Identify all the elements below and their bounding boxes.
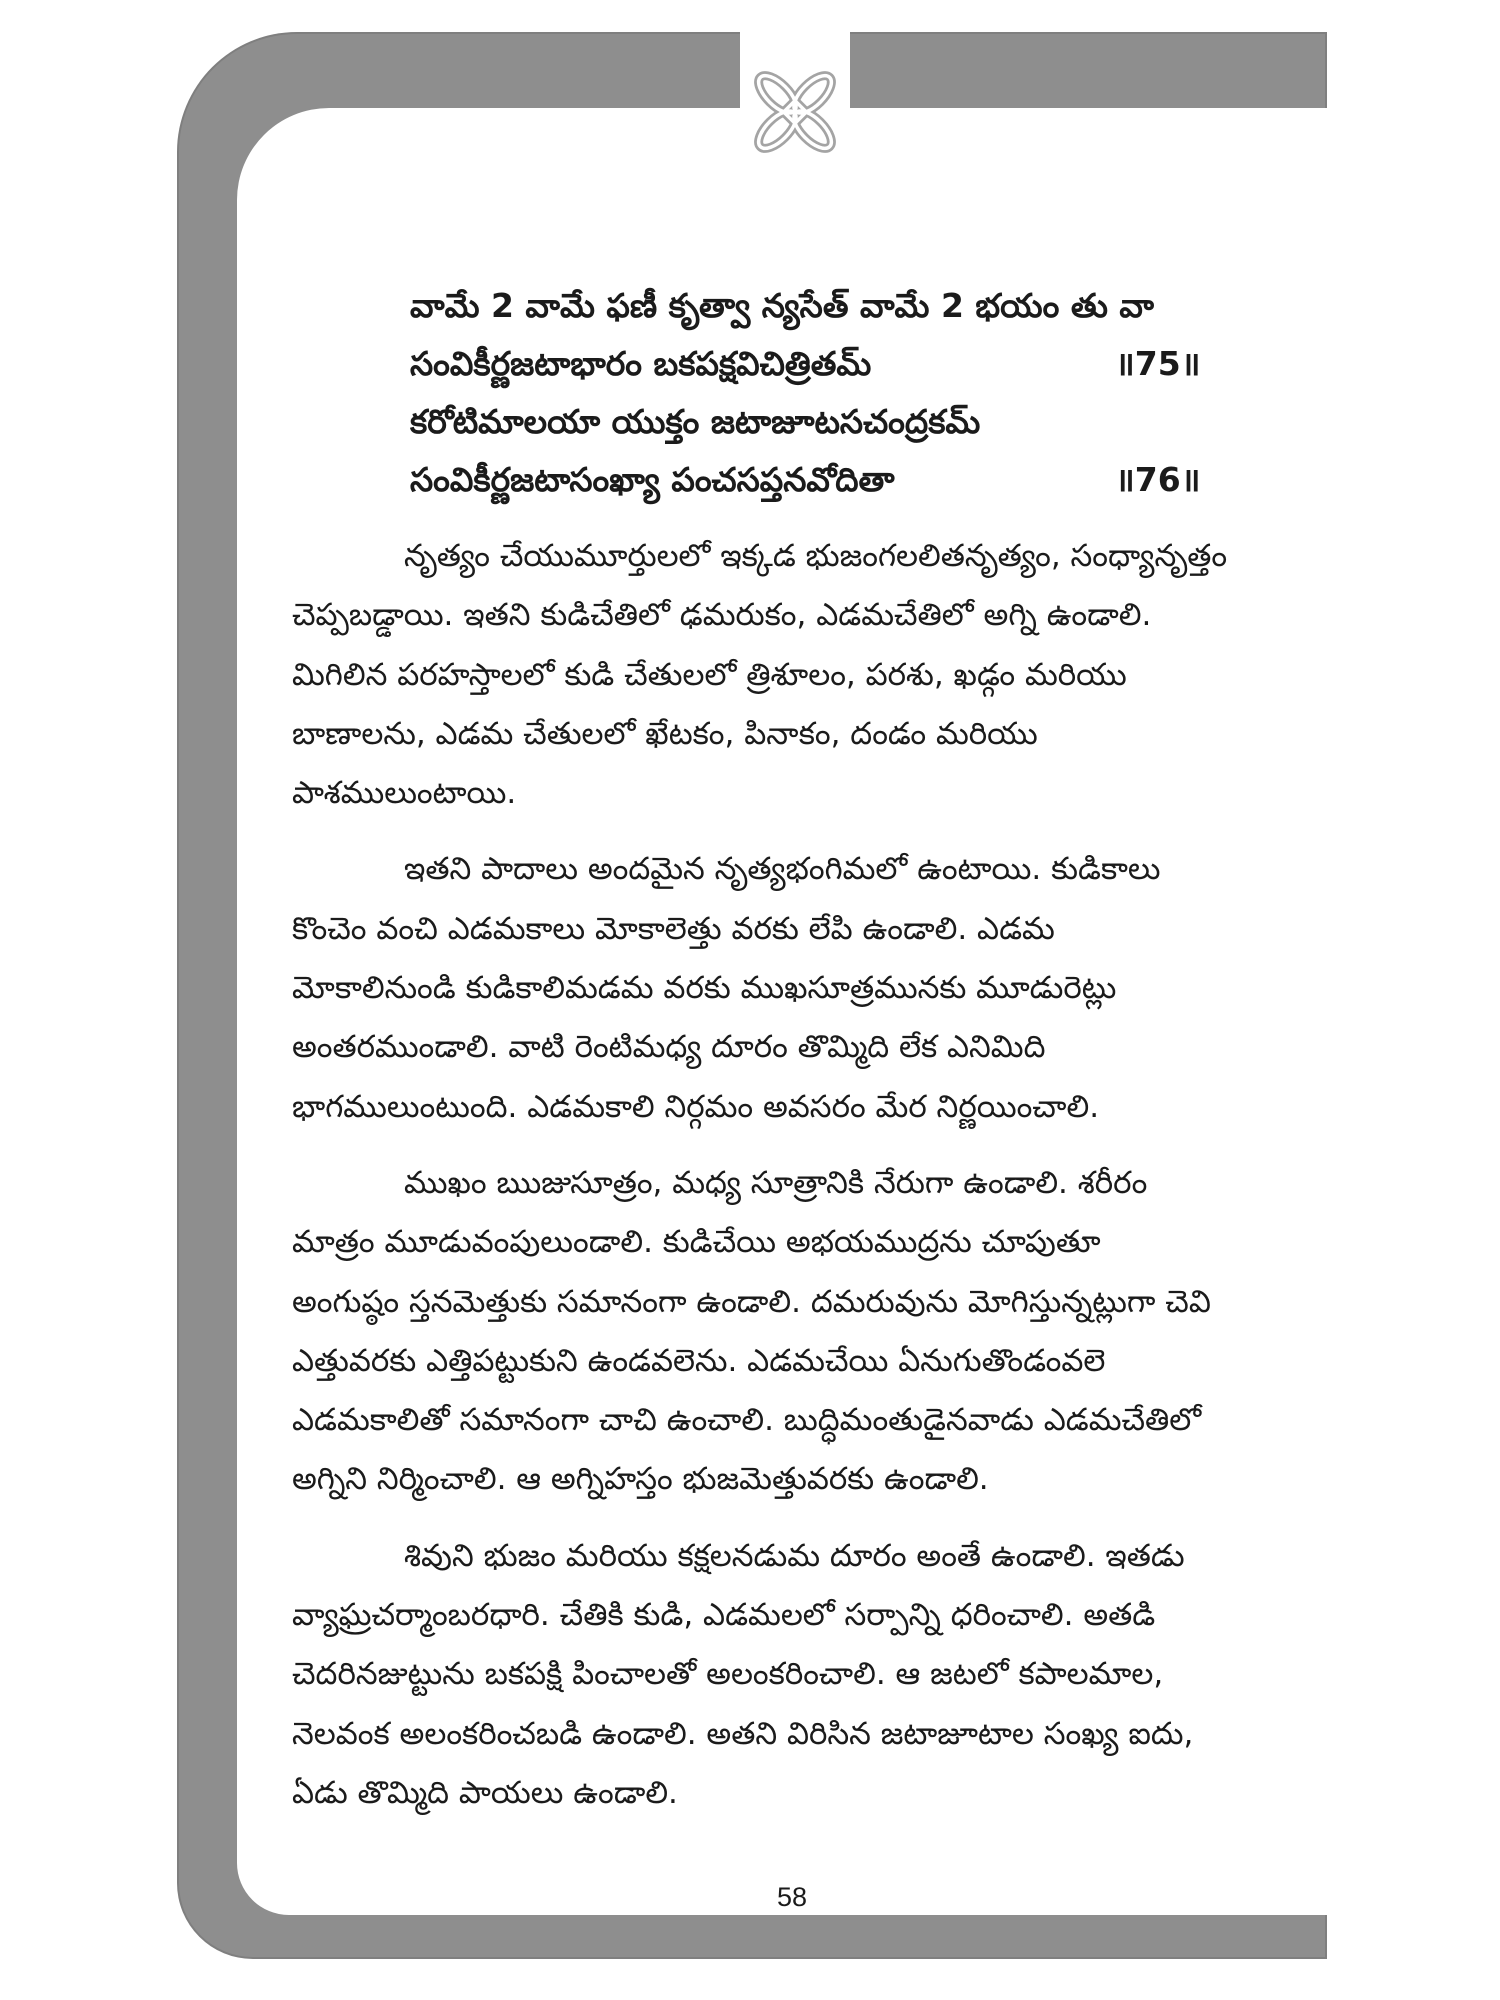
paragraph-line: బాణాలను, ఎడమ చేతులలో ఖేటకం, పినాకం, దండం మరియు (292, 715, 1038, 752)
paragraph-line: నెలవంక అలంకరించబడి ఉండాలి. అతని విరిసిన జటాజూటాల సంఖ్య ఐదు, (292, 1715, 1194, 1752)
paragraph (292, 1154, 1325, 1510)
paragraph-line: ఇతని పాదాలు అందమైన నృత్యభంగిమలో ఉంటాయి. కుడికాలు (404, 851, 1161, 888)
paragraph-line: ఎడమకాలితో సమానంగా చాచి ఉంచాలి. బుద్ధిమంతుడైనవాడు ఎడమచేతిలో (292, 1402, 1202, 1439)
verse-text: సంవికీర్ణజటాభారం బకపక్షవిచిత్రితమ్ (410, 344, 872, 383)
paragraph-line: కొంచెం వంచి ఎడమకాలు మోకాలెత్తు వరకు లేపి ఉండాలి. ఎడమ (292, 910, 1055, 947)
verse-number: ॥75॥ (1115, 344, 1201, 383)
paragraph-line: చెదరినజుట్టును బకపక్షి పించాలతో అలంకరించాలి. ఆ జటలో కపాలమాల, (292, 1656, 1164, 1693)
paragraph-line: మిగిలిన పరహస్తాలలో కుడి చేతులలో త్రిశూలం, పరశు, ఖడ్గం మరియు (292, 656, 1127, 693)
paragraph-line: నృత్యం చేయుమూర్తులలో ఇక్కడ భుజంగలలితనృత్యం, సంధ్యానృత్తం (404, 538, 1228, 574)
verse-block (410, 277, 1325, 509)
paragraph-line: ఎత్తువరకు ఎత్తిపట్టుకుని ఉండవలెను. ఎడమచేయి ఏనుగుతొండంవలె (292, 1342, 1106, 1379)
verse-line (410, 451, 1325, 509)
paragraph-line: శివుని భుజం మరియు కక్షలనడుమ దూరం అంతే ఉండాలి. ఇతడు (404, 1537, 1185, 1574)
paragraph-line: ముఖం ఋజుసూత్రం, మధ్య సూత్రానికి నేరుగా ఉండాలి. శరీరం (404, 1164, 1148, 1201)
paragraph-line: పాశములుంటాయి. (292, 775, 517, 812)
paragraph-line: వ్యాఘ్రచర్మాంబరధారి. చేతికి కుడి, ఎడమలలో సర్పాన్ని ధరించాలి. అతడి (292, 1597, 1156, 1634)
paragraph (292, 840, 1325, 1136)
paragraph (292, 1527, 1325, 1823)
paragraph-line: మోకాలినుండి కుడికాలిమడమ వరకు ముఖసూత్రమునకు మూడురెట్లు (292, 970, 1117, 1007)
page-number: 58 (776, 1882, 808, 1912)
paragraph-line: అంతరముండాలి. వాటి రెంటిమధ్య దూరం తొమ్మిది లేక ఎనిమిది (292, 1029, 1046, 1066)
body-text (292, 527, 1325, 1823)
verse-text: వామే 2 వామే ఫణీ కృత్వా న్యసేత్ వామే 2 భయం తు వా (410, 286, 1154, 325)
verse-line (410, 393, 1325, 451)
paragraph-line: భాగములుంటుంది. ఎడమకాలి నిర్గమం అవసరం మేర నిర్ణయించాలి. (292, 1088, 1100, 1125)
verse-text: కరోటిమాలయా యుక్తం జటాజూటసచంద్రకమ్ (410, 402, 981, 441)
paragraph-line: మాత్రం మూడువంపులుండాలి. కుడిచేయి అభయముద్రను చూపుతూ (292, 1224, 1101, 1261)
paragraph-line: అంగుష్ఠం స్తనమెత్తుకు సమానంగా ఉండాలి. దమరువును మోగిస్తున్నట్లుగా చెవి (292, 1283, 1211, 1320)
knot-ornament-icon (740, 32, 850, 164)
paragraph-line: చెప్పబడ్డాయి. ఇతని కుడిచేతిలో ఢమరుకం, ఎడమచేతిలో అగ్ని ఉండాలి. (292, 597, 1152, 634)
verse-text: సంవికీర్ణజటాసంఖ్యా పంచసప్తనవోదితా (410, 460, 895, 499)
paragraph-line: అగ్నిని నిర్మించాలి. ఆ అగ్నిహస్తం భుజమెత్తువరకు ఉండాలి. (292, 1461, 989, 1498)
paragraph-line: ఏడు తొమ్మిది పాయలు ఉండాలి. (292, 1774, 678, 1811)
paragraph (292, 527, 1325, 823)
verse-number: ॥76॥ (1115, 460, 1201, 499)
verse-line (410, 277, 1325, 335)
verse-line (410, 335, 1325, 393)
